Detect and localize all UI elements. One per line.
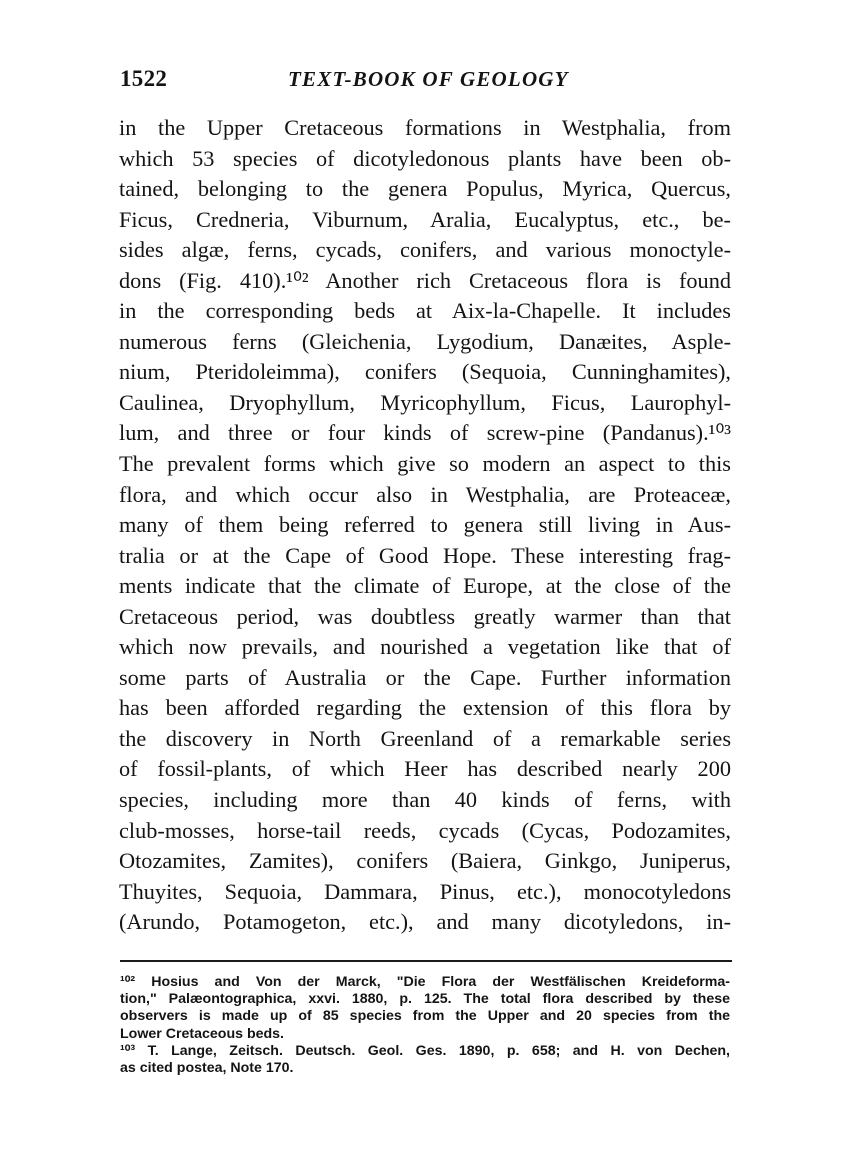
text-line: many of them being referred to genera still living in Aus- xyxy=(119,512,731,538)
text-line: Caulinea, Dryophyllum, Myricophyllum, Ficus, Laurophyl- xyxy=(119,389,731,415)
page-number: 1522 xyxy=(120,66,168,91)
footnote-line: as cited postea, Note 170. xyxy=(120,1059,294,1076)
text-line: in the Upper Cretaceous formations in Westphalia, from xyxy=(119,115,731,140)
text-line: flora, and which occur also in Westphalia, are Proteaceæ, xyxy=(119,481,731,507)
text-line: Cretaceous period, was doubtless greatly warmer than that xyxy=(119,603,731,629)
footnote-line: tion," Palæontographica, xxvi. 1880, p. 125. The total flora described by these xyxy=(120,991,730,1008)
text-line: lum, and three or four kinds of screw-pine (Pandanus).¹⁰³ xyxy=(119,420,731,446)
text-line: of fossil-plants, of which Heer has described nearly 200 xyxy=(119,756,731,782)
page-header xyxy=(120,66,732,100)
text-line: the discovery in North Greenland of a remarkable series xyxy=(119,725,731,751)
text-line: tralia or at the Cape of Good Hope. These interesting frag- xyxy=(119,542,731,568)
text-line: Otozamites, Zamites), conifers (Baiera, Ginkgo, Juniperus, xyxy=(119,848,731,874)
footnotes xyxy=(120,974,730,1077)
footnote-line: ¹⁰³ T. Lange, Zeitsch. Deutsch. Geol. Ges. 1890, p. 658; and H. von Dechen, xyxy=(120,1042,730,1059)
text-line: (Arundo, Potamogeton, etc.), and many dicotyledons, in- xyxy=(119,909,731,935)
text-line: species, including more than 40 kinds of ferns, with xyxy=(119,787,731,813)
running-title: TEXT-BOOK OF GEOLOGY xyxy=(288,67,569,91)
text-line: which now prevails, and nourished a vegetation like that of xyxy=(119,634,731,660)
text-line: which 53 species of dicotyledonous plants have been ob- xyxy=(119,145,731,171)
text-line: nium, Pteridoleimma), conifers (Sequoia, Cunninghamites), xyxy=(119,359,731,385)
footnote-line: Lower Cretaceous beds. xyxy=(120,1025,284,1042)
text-line: The prevalent forms which give so modern an aspect to this xyxy=(119,451,731,477)
text-line: club-mosses, horse-tail reeds, cycads (Cycas, Podozamites, xyxy=(119,817,731,843)
footnote-line: observers is made up of 85 species from the Upper and 20 species from the xyxy=(120,1008,730,1025)
text-line: Ficus, Credneria, Viburnum, Aralia, Eucalyptus, etc., be- xyxy=(119,206,731,232)
text-line: numerous ferns (Gleichenia, Lygodium, Danæites, Asple- xyxy=(119,328,731,354)
text-line: ments indicate that the climate of Europe, at the close of the xyxy=(119,573,731,599)
footnote-divider xyxy=(120,960,732,962)
text-line: sides algæ, ferns, cycads, conifers, and various monoctyle- xyxy=(119,237,731,263)
text-line: in the corresponding beds at Aix-la-Chapelle. It includes xyxy=(119,298,731,324)
text-line: dons (Fig. 410).¹⁰² Another rich Cretaceous flora is found xyxy=(119,267,731,293)
text-line: has been afforded regarding the extension of this flora by xyxy=(119,695,731,721)
text-line: Thuyites, Sequoia, Dammara, Pinus, etc.), monocotyledons xyxy=(119,878,731,904)
text-line: some parts of Australia or the Cape. Further information xyxy=(119,664,731,690)
footnote-line: ¹⁰² Hosius and Von der Marck, "Die Flora der Westfälischen Kreideforma- xyxy=(120,974,730,990)
body-text xyxy=(119,113,731,938)
text-line: tained, belonging to the genera Populus, Myrica, Quercus, xyxy=(119,176,731,202)
